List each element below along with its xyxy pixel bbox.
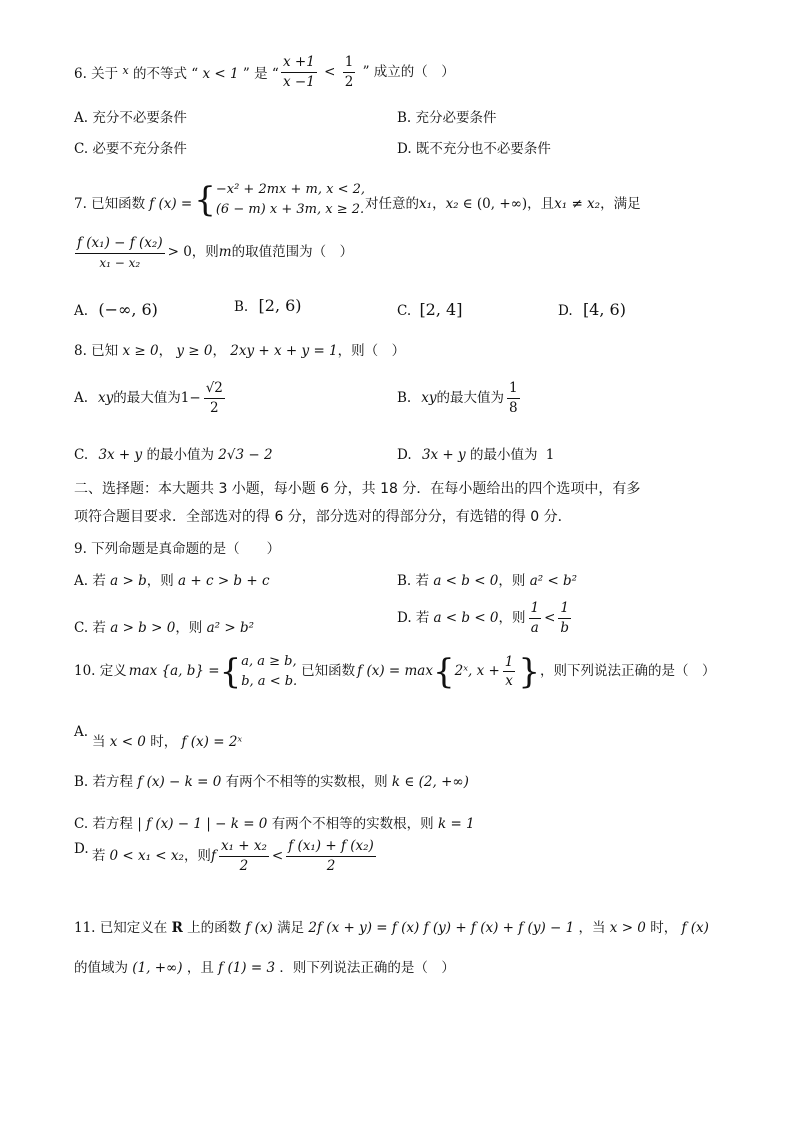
q7-piecewise: −x² + 2mx + m, x < 2, (6 − m) x + 3m, x ≥ 2. — [215, 182, 366, 217]
q9-option-b: B. 若 a < b < 0，则 a² < b² — [397, 573, 578, 589]
q7-condition: $\frac{\text{f (x₁) − f (x₂)}}{\text{x₁ − x₂}}$ > 0 ，则 m 的取值范围为（ ） — [77, 235, 354, 270]
q6-option-a: A. 充分不必要条件 — [74, 110, 187, 126]
q10-max-definition: a, a ≥ b, b, a < b. — [241, 654, 298, 689]
q8-option-b: B. xy 的最大值为 $\frac{1}{8}$ — [397, 380, 518, 416]
q11-stem-line-1: 11. 已知定义在 R 上的函数 f (x) 满足 2f (x + y) = f (x) f (y) + f (x) + f (y) − 1 ，当 x > 0 时， f (x) — [74, 920, 709, 936]
q10-option-d-label: D. — [74, 841, 89, 857]
q8-option-d: D. 3x + y 的最小值为 1 — [397, 447, 555, 463]
q7-option-a: A. (−∞, 6) — [74, 300, 158, 319]
q8-option-c: C. 3x + y 的最小值为 2√3 − 2 — [74, 447, 273, 463]
q6-option-b: B. 充分必要条件 — [397, 110, 497, 126]
q7-option-d: D. [4, 6) — [558, 300, 626, 319]
section-2-line-2: 项符合题目要求．全部选对的得 6 分，部分选对的得部分分，有选错的得 0 分． — [74, 509, 572, 525]
q9-stem: 9. 下列命题是真命题的是（ ） — [74, 541, 281, 557]
q9-option-a: A. 若 a > b，则 a + c > b + c — [74, 573, 270, 589]
q9-option-d: D. 若 a < b < 0 ，则 $\frac{1}{a}$ < $\frac{1}{b}$ — [397, 600, 570, 636]
q8-option-a: A. xy 的最大值为 1− $\frac{√2}{2}$ — [74, 380, 223, 416]
q10-option-b: B. 若方程 f (x) − k = 0 有两个不相等的实数根，则 k ∈ (2, +∞) — [74, 774, 469, 790]
q6-option-c: C. 必要不充分条件 — [74, 141, 187, 157]
section-2-line-1: 二、选择题：本大题共 3 小题，每小题 6 分，共 18 分．在每小题给出的四个选项中，有多 — [74, 481, 641, 497]
q7-option-b: B. [2, 6) — [234, 296, 302, 315]
q7-option-c: C. [2, 4] — [397, 300, 463, 319]
q10-option-a: 当 x < 0 时， f (x) = 2ˣ — [92, 734, 243, 750]
q8-stem: 8. 已知 x ≥ 0， y ≥ 0， 2xy + x + y = 1，则（ ） — [74, 343, 406, 359]
q10-option-c: C. 若方程 | f (x) − 1 | − k = 0 有两个不相等的实数根，则 k = 1 — [74, 816, 475, 832]
q6-stem: 6. 关于 $^x$ 的不等式 “ x < 1 ” 是 “ — [74, 64, 279, 82]
q11-stem-line-2: 的值域为 (1, +∞) ，且 f (1) = 3 ．则下列说法正确的是（ ） — [74, 960, 455, 976]
q9-option-c: C. 若 a > b > 0，则 a² > b² — [74, 620, 255, 636]
q10-option-a-label: A. — [74, 724, 89, 740]
q10-option-d: 若 0 < x₁ < x₂ ，则 f $\frac{\text{x₁ + x₂}}{2}$ < $\frac{\text{f (x₁) + f (x₂)}}{2}$ — [92, 838, 374, 874]
q7-stem: 7. 已知函数 f (x) = { −x² + 2mx + m, x < 2, (6 − m) x + 3m, x ≥ 2. 对任意的 x₁ ， x₂ ∈ (0, +∞) ，且 x₁ ≠ x₂ ，满足 — [74, 180, 641, 220]
q10-stem: 10. 定义 max {a, b} = { a, a ≥ b, b, a < b. 已知函数 f (x) = max { 2ˣ, x + $\frac{1}{x}$ } ，则下列说法正确的是（ ） — [74, 652, 716, 692]
q6-fraction: $\frac{x +1}{x -1}$ < $\frac{1}{2}$ ” 成立的（ ） — [283, 54, 455, 90]
q6-option-d: D. 既不充分也不必要条件 — [397, 141, 551, 157]
